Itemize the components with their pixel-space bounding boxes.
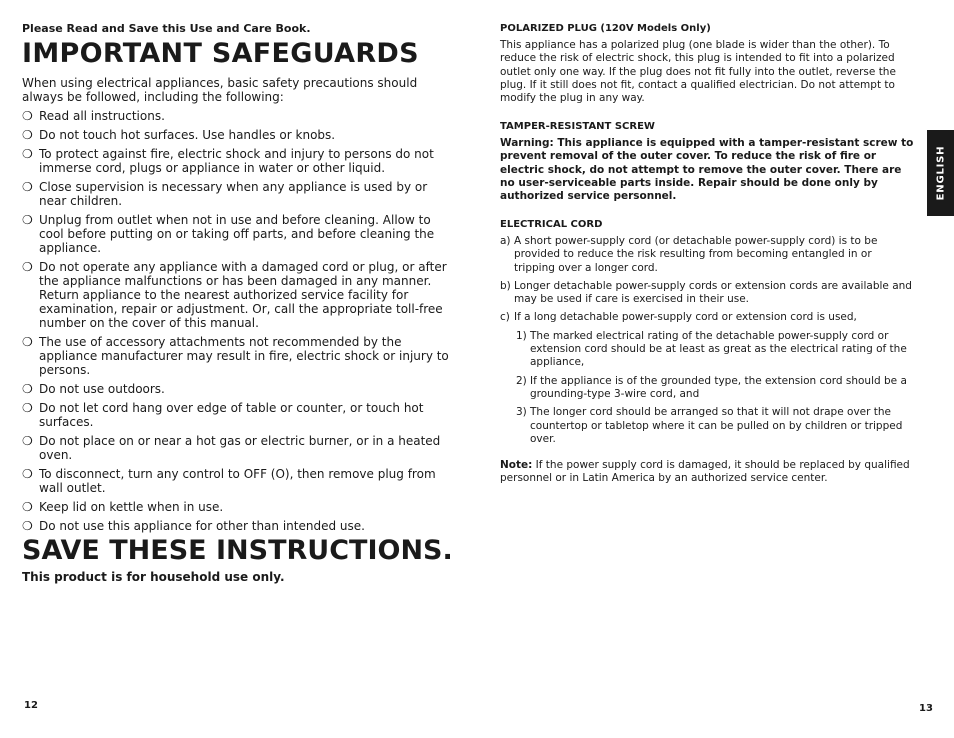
list-item-text: Do not use outdoors.: [39, 382, 165, 396]
circle-bullet-icon: ❍: [22, 467, 33, 481]
circle-bullet-icon: ❍: [22, 434, 33, 448]
list-item: [22, 128, 454, 142]
circle-bullet-icon: ❍: [22, 500, 33, 514]
list-item: [22, 519, 454, 533]
note-label: Note:: [500, 459, 533, 471]
section-heading: ELECTRICAL CORD: [500, 219, 603, 230]
list-item-text: To protect against fire, electric shock and injury to persons do not immerse cord, plugs or appliance in water or other liquid.: [39, 147, 434, 175]
list-item-text: A short power-supply cord (or detachable power-supply cord) is to be provided to reduce the risk resulting from becoming entangled in or tripping over a longer cord.: [514, 235, 878, 274]
section-heading: POLARIZED PLUG (120V Models Only): [500, 23, 711, 34]
list-item-text: Unplug from outlet when not in use and before cleaning. Allow to cool before putting on or taking off parts, and before cleaning the appliance.: [39, 213, 435, 255]
list-item: [500, 280, 914, 307]
list-marker: c): [500, 311, 510, 324]
list-marker: a): [500, 235, 511, 247]
list-item-text: Keep lid on kettle when in use.: [39, 500, 224, 514]
list-item: [22, 213, 454, 255]
section-heading: TAMPER-RESISTANT SCREW: [500, 121, 655, 132]
page-number-right: 13: [919, 703, 933, 714]
warning-text: Warning: This appliance is equipped with a tamper-resistant screw to prevent removal of the outer cover. To reduce the risk of fire or electric shock, do not attempt to remove the outer cover. There are no user-serviceable parts inside. Repair should be done only by authorized service personnel.: [500, 137, 914, 203]
list-item-text: Do not let cord hang over edge of table or counter, or touch hot surfaces.: [39, 401, 424, 429]
list-item-text: Do not place on or near a hot gas or electric burner, or in a heated oven.: [39, 434, 441, 462]
list-item-text: If a long detachable power-supply cord or extension cord is used,: [514, 311, 857, 324]
sub-list-item: [500, 375, 914, 402]
list-item: [22, 180, 454, 208]
circle-bullet-icon: ❍: [22, 128, 33, 142]
circle-bullet-icon: ❍: [22, 519, 33, 533]
polarized-plug-section: [500, 22, 914, 105]
list-marker: 1): [516, 329, 527, 342]
circle-bullet-icon: ❍: [22, 180, 33, 194]
list-item: [22, 434, 454, 462]
list-item: [22, 260, 454, 330]
save-instructions-heading: SAVE THESE INSTRUCTIONS.: [22, 535, 453, 566]
list-item-text: Longer detachable power-supply cords or extension cords are available and may be used if care is exercised in their use.: [514, 279, 912, 306]
page-title: IMPORTANT SAFEGUARDS: [22, 38, 419, 69]
circle-bullet-icon: ❍: [22, 147, 33, 161]
circle-bullet-icon: ❍: [22, 382, 33, 396]
list-item-text: Close supervision is necessary when any appliance is used by or near children.: [39, 180, 428, 208]
list-item-text: Read all instructions.: [39, 109, 165, 123]
circle-bullet-icon: ❍: [22, 401, 33, 415]
list-marker: b): [500, 279, 511, 292]
note-paragraph: [500, 459, 914, 486]
list-item: [500, 235, 914, 275]
sub-list-item: [500, 330, 914, 370]
list-item: [22, 109, 454, 123]
list-item-text: To disconnect, turn any control to OFF (O), then remove plug from wall outlet.: [39, 467, 436, 495]
section-text: This appliance has a polarized plug (one blade is wider than the other). To reduce the risk of electric shock, this plug is intended to fit into a polarized outlet only one way. If the plug does not fit fully into the outlet, reverse the plug. If it still does not fit, contact a qualified electrician. Do not attempt to modify the plug in any way.: [500, 39, 896, 105]
circle-bullet-icon: ❍: [22, 335, 33, 349]
circle-bullet-icon: ❍: [22, 260, 33, 274]
note-text: If the power supply cord is damaged, it should be replaced by qualified personnel or in Latin America by an authorized service center.: [500, 459, 910, 485]
list-item-text: The marked electrical rating of the detachable power-supply cord or extension cord should be at least as great as the electrical rating of the appliance,: [530, 329, 907, 369]
list-item-text: The use of accessory attachments not recommended by the appliance manufacturer may result in fire, electric shock or injury to persons.: [39, 335, 449, 377]
list-item-text: Do not use this appliance for other than intended use.: [39, 519, 365, 533]
language-tab-label: ENGLISH: [935, 145, 946, 201]
safeguards-list: [22, 109, 454, 538]
circle-bullet-icon: ❍: [22, 213, 33, 227]
electrical-cord-section: [500, 218, 914, 451]
list-item: [22, 467, 454, 495]
list-item: [22, 382, 454, 396]
list-item: [22, 401, 454, 429]
sub-list-item: [500, 406, 914, 446]
list-item: [500, 311, 914, 324]
language-tab: [927, 130, 954, 216]
list-item-text: Do not touch hot surfaces. Use handles or knobs.: [39, 128, 336, 142]
list-item: [22, 335, 454, 377]
tamper-screw-section: [500, 120, 914, 203]
list-item-text: Do not operate any appliance with a damaged cord or plug, or after the appliance malfunctions or has been damaged in any manner. Return appliance to the nearest authorized service facility for examination, repair or adjustment. Or, call the appropriate toll-free number on the cover of this manual.: [39, 260, 447, 330]
intro-paragraph: When using electrical appliances, basic safety precautions should always be followed, including the following:: [22, 76, 418, 104]
list-item: [22, 147, 454, 175]
kicker-text: Please Read and Save this Use and Care Book.: [22, 22, 311, 35]
household-notice: This product is for household use only.: [22, 570, 285, 584]
circle-bullet-icon: ❍: [22, 109, 33, 123]
list-marker: 2): [516, 374, 527, 387]
page-number-left: 12: [24, 700, 38, 711]
list-marker: 3): [516, 406, 527, 419]
list-item: [22, 500, 454, 514]
list-item-text: If the appliance is of the grounded type, the extension cord should be a grounding-type 3-wire cord, and: [530, 374, 907, 400]
list-item-text: The longer cord should be arranged so that it will not drape over the countertop or tabletop where it can be pulled on by children or tripped over.: [530, 406, 903, 445]
